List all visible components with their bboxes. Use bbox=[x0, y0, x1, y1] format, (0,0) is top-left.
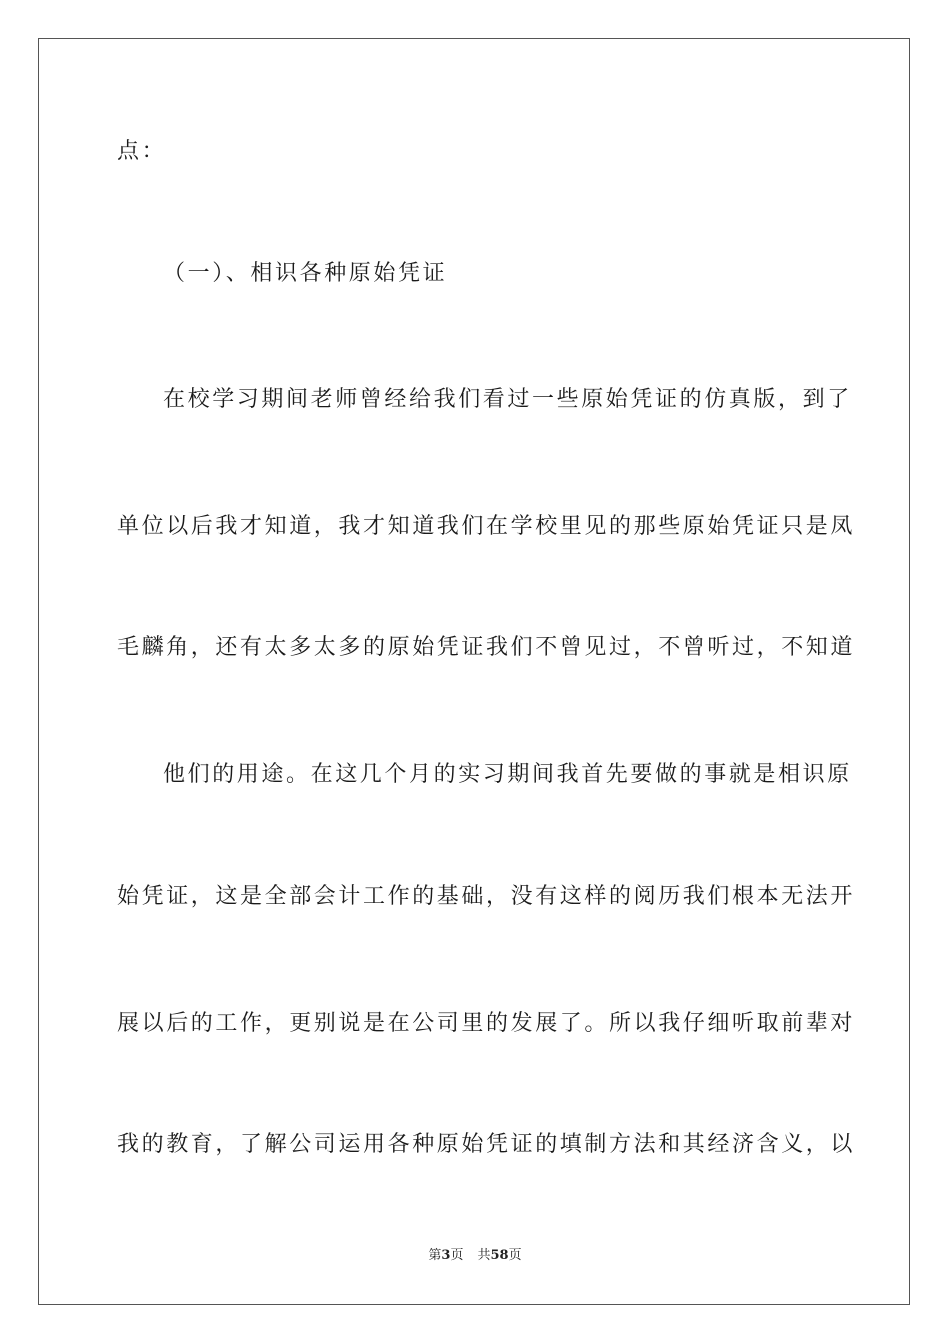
text-line-5: 毛麟角，还有太多太多的原始凭证我们不曾见过，不曾听过，不知道 bbox=[117, 635, 856, 660]
footer-total-pages: 58 bbox=[490, 1248, 509, 1263]
footer-total-suffix: 页 bbox=[508, 1248, 522, 1263]
footer-page-number: 3 bbox=[441, 1248, 451, 1263]
text-line-8: 展以后的工作，更别说是在公司里的发展了。所以我仔细听取前辈对 bbox=[117, 1011, 856, 1036]
text-line-1: 点： bbox=[117, 139, 167, 164]
text-line-7: 始凭证，这是全部会计工作的基础，没有这样的阅历我们根本无法开 bbox=[117, 884, 856, 909]
page-footer bbox=[0, 1247, 950, 1265]
section-heading: （一）、相识各种原始凭证 bbox=[163, 261, 448, 286]
text-line-4: 单位以后我才知道，我才知道我们在学校里见的那些原始凭证只是凤 bbox=[117, 514, 856, 539]
text-line-3: 在校学习期间老师曾经给我们看过一些原始凭证的仿真版，到了 bbox=[163, 387, 852, 412]
text-line-9: 我的教育，了解公司运用各种原始凭证的填制方法和其经济含义，以 bbox=[117, 1132, 856, 1157]
footer-page-prefix: 第 bbox=[428, 1248, 442, 1263]
text-line-6: 他们的用途。在这几个月的实习期间我首先要做的事就是相识原 bbox=[163, 762, 852, 787]
page-border bbox=[38, 38, 910, 1305]
footer-total-prefix: 共 bbox=[477, 1248, 491, 1263]
footer-page-suffix: 页 bbox=[450, 1248, 464, 1263]
